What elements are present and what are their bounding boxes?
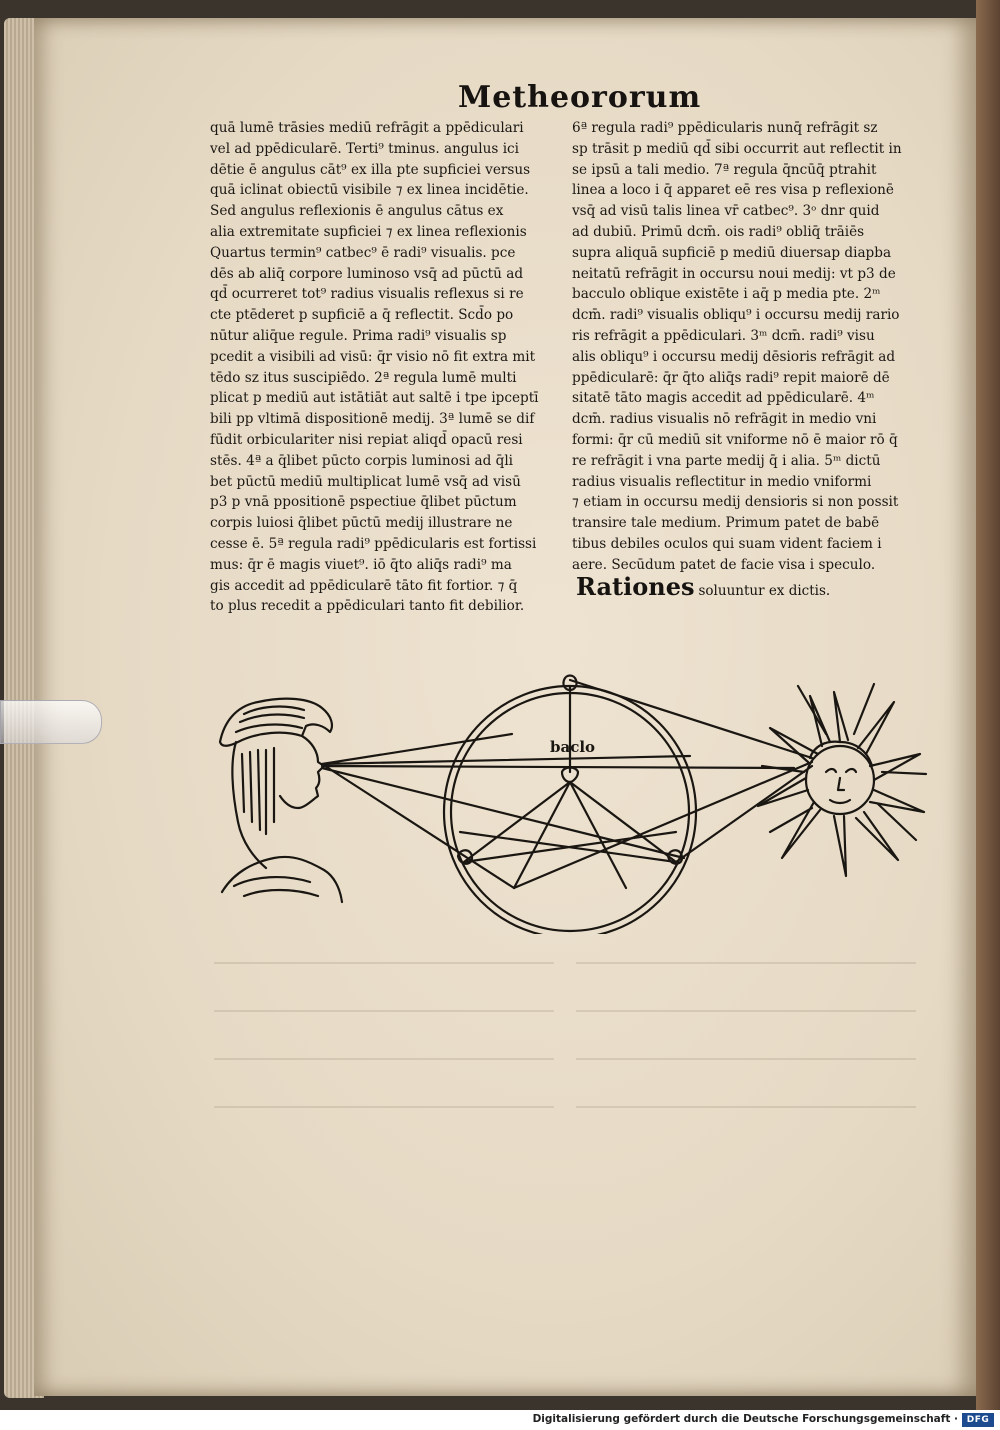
text-line: quā iclinat obiectū visibile ⁊ ex linea incidētie. — [210, 182, 529, 199]
show-through-line — [576, 1010, 916, 1012]
text-line: se ipsū a tali medio. 7ª regula q̄ncūq̄ ptrahit — [572, 161, 877, 178]
text-line: bacculo oblique existēte i aq̄ p media pte. 2ᵐ — [572, 286, 881, 303]
text-line: pcedit a visibili ad visū: q̄r visio nō fit extra mit — [210, 348, 536, 365]
show-through-line — [214, 1010, 554, 1012]
footer-bar — [0, 1410, 1000, 1430]
text-line: cesse ē. 5ª regula radi⁹ ppēdicularis est fortissi — [210, 535, 537, 552]
text-line: quā lumē trāsies mediū refrāgit a ppēdiculari — [210, 120, 524, 136]
text-line: mus: q̄r ē magis viuet⁹. iō q̄to aliq̄s radi⁹ ma — [210, 556, 512, 573]
text-line: ad dubiū. Primū dcm̄. ois radi⁹ obliq̄ trāiēs — [572, 223, 865, 240]
text-line: ris refrāgit a ppēdiculari. 3ᵐ dcm̄. radi⁹ visu — [572, 327, 875, 344]
rationes-word: Rationes — [576, 572, 695, 601]
show-through-line — [576, 962, 916, 964]
text-line: neitatū refrāgit in occursu noui medij: vt p3 de — [572, 265, 896, 282]
text-line: qd̄ ocurreret tot⁹ radius visualis reflexus si re — [210, 286, 524, 303]
man-shoulders — [222, 857, 342, 902]
running-title: Metheororum — [458, 80, 702, 115]
show-through-line — [214, 1058, 554, 1060]
text-line: formi: q̄r cū mediū sit vniforme nō ē maior rō q̄ — [572, 431, 898, 448]
rationes-rest: soluuntur ex dictis. — [698, 583, 831, 599]
text-line: p3 p vnā ppositionē pspectiue q̄libet pūctum — [210, 494, 517, 511]
text-line: sitatē tāto magis accedit ad ppēdicularē. 4ᵐ — [572, 390, 875, 407]
illustration-label: baclo — [550, 738, 596, 756]
text-line: dcm̄. radius visualis nō refrāgit in medio vni — [572, 411, 877, 428]
show-through-line — [576, 1106, 916, 1108]
text-line: stēs. 4ª a q̄libet pūcto corpis luminosi ad q̄li — [210, 452, 514, 469]
text-line: dcm̄. radi⁹ visualis obliqu⁹ i occursu medij rario — [572, 307, 900, 324]
text-line: nūtur aliq̄ue regule. Prima radi⁹ visualis sp — [210, 327, 507, 344]
rationes-heading — [576, 572, 916, 606]
text-line: sp trāsit p mediū qd̄ sibi occurrit aut reflectit in — [572, 140, 902, 157]
text-line: 6ª regula radi⁹ ppēdicularis nunq̄ refrāgit sz — [572, 120, 878, 136]
sun-flames — [758, 692, 924, 876]
dfg-logo: DFG — [962, 1413, 994, 1427]
text-line: Quartus termin⁹ catbec⁹ ē radi⁹ visualis. pce — [210, 244, 516, 261]
text-line: fūdit orbiculariter nisi repiat aliqd̄ opacū resi — [210, 431, 523, 448]
text-line: alis obliqu⁹ i occursu medij dēsioris refrāgit ad — [572, 348, 896, 365]
show-through-line — [576, 1058, 916, 1060]
text-line: cte ptēderet p supficiē a q̄ reflectit. Scd̄o po — [210, 307, 514, 324]
footer-credit: Digitalisierung gefördert durch die Deutsche Forschungsgemeinschaft · — [532, 1413, 958, 1425]
text-line: transire tale medium. Primum patet de babē — [572, 515, 880, 532]
text-line: bili pp vltimā dispositionē medij. 3ª lumē se dif — [210, 411, 535, 428]
text-line: supra aliquā supficiē p mediū diuersap diapba — [572, 244, 892, 261]
text-line: radius visualis reflectitur in medio vniformi — [572, 473, 872, 490]
left-text-column — [210, 118, 565, 617]
text-line: Sed angulus reflexionis ē angulus cātus ex — [210, 203, 504, 220]
show-through-line — [214, 962, 554, 964]
right-text-column — [572, 118, 924, 576]
text-line: corpis luiosi q̄libet pūctū medij illustrare ne — [210, 515, 513, 532]
text-line: aere. Secūdum patet de facie visa i speculo. — [572, 556, 876, 573]
text-line: ppēdicularē: q̄r q̄to aliq̄s radi⁹ repit maiorē dē — [572, 369, 890, 386]
sight-rays — [322, 734, 794, 888]
text-line: vsq̄ ad visū talis linea vr̄ catbec⁹. 3ᵒ dnr quid — [572, 203, 880, 220]
text-line: tēdo sz itus suscipiēdo. 2ª regula lumē multi — [210, 369, 517, 386]
text-line: to plus recedit a ppēdiculari tanto fit debilior. — [210, 598, 525, 615]
text-line: dēs ab aliq̄ corpore luminoso vsq̄ ad pūctū ad — [210, 265, 524, 282]
text-line: dētie ē angulus cāt⁹ ex illa pte supficiei versus — [210, 161, 531, 178]
text-line: gis accedit ad ppēdicularē tāto fit fortior. ⁊ q̄ — [210, 577, 518, 594]
sun-rays-lines — [514, 680, 812, 888]
text-line: tibus debiles oculos qui suam vident faciem i — [572, 535, 882, 552]
star-lines — [460, 782, 676, 888]
plastic-page-clip — [0, 700, 102, 744]
woodcut-illustration — [214, 662, 928, 934]
text-line: plicat p mediū aut istātiāt aut saltē i tpe ipceptī — [210, 390, 539, 407]
text-line: re refrāgit i vna parte medij q̄ i alia. 5ᵐ dictū — [572, 452, 881, 469]
text-line: alia extremitate supficiei ⁊ ex linea reflexionis — [210, 223, 527, 240]
text-line: linea a loco i q̄ apparet eē res visa p reflexionē — [572, 182, 894, 199]
text-line: ⁊ etiam in occursu medij densioris si non possit — [572, 494, 899, 511]
book-cover-edge — [976, 0, 1000, 1410]
text-line: vel ad ppēdicularē. Terti⁹ tminus. angulus ici — [210, 140, 520, 157]
man-head — [232, 736, 324, 868]
show-through-line — [214, 1106, 554, 1108]
text-line: bet pūctū mediū multiplicat lumē vsq̄ ad visū — [210, 473, 521, 490]
